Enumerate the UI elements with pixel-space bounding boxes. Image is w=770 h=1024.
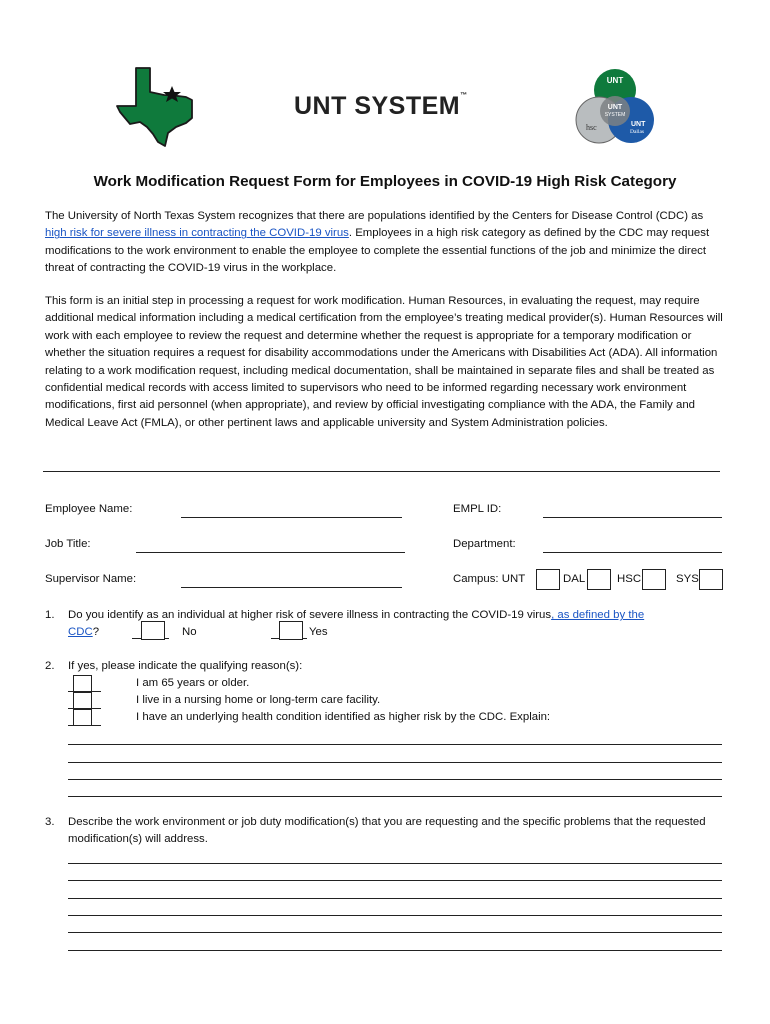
department-label: Department:	[453, 538, 516, 550]
empl-id-label: EMPL ID:	[453, 503, 502, 515]
q3-line-4[interactable]	[68, 915, 722, 916]
cdc-high-risk-link[interactable]: high risk for severe illness in contracting the COVID-19 virus	[45, 227, 349, 240]
empl-id-field[interactable]	[543, 517, 722, 518]
employee-name-label: Employee Name:	[45, 503, 133, 515]
svg-text:Dallas: Dallas	[630, 129, 645, 135]
reason-2-label: I live in a nursing home or long-term care facility.	[136, 694, 381, 706]
q3-number: 3.	[45, 816, 55, 828]
reason-1-checkbox[interactable]	[73, 675, 92, 692]
reason-3-label: I have an underlying health condition identified as higher risk by the CDC. Explain:	[136, 711, 551, 723]
svg-text:UNT: UNT	[631, 121, 646, 128]
q3-line-1[interactable]	[68, 863, 722, 864]
q1-no-label: No	[182, 626, 197, 638]
q1-number: 1.	[45, 609, 55, 621]
q1-no-checkbox[interactable]	[141, 621, 165, 640]
cdc-definition-link[interactable]: , as defined by the	[551, 609, 645, 621]
q3-text: Describe the work environment or job duty modification(s) that you are requesting and the specific problems that the requested modification(s) will address.	[68, 816, 706, 846]
campus-dal-checkbox[interactable]	[587, 569, 611, 590]
intro-paragraph-1: The University of North Texas System recognizes that there are populations identified by the Centers for Disease Control (CDC) as high risk for severe illness in contracting the COVID-19 virus. Employees in a high risk category as defined by the CDC may request modifications to the work environment to enable the employee to complete the essential functions of the job and minimize the direct threat of contracting the COVID-19 virus in the workplace.	[45, 210, 710, 275]
texas-logo-icon	[116, 66, 200, 148]
q1-text-line2: CDC?	[68, 626, 100, 638]
campus-hsc-label: HSC	[617, 573, 642, 585]
explain-line-1[interactable]	[68, 744, 722, 745]
cdc-link[interactable]: CDC	[68, 626, 93, 638]
job-title-field[interactable]	[136, 552, 405, 553]
q2-text: If yes, please indicate the qualifying reason(s):	[68, 660, 303, 672]
campus-hsc-checkbox[interactable]	[642, 569, 666, 590]
supervisor-name-label: Supervisor Name:	[45, 573, 137, 585]
explain-line-4[interactable]	[68, 796, 722, 797]
brand-wordmark: UNT SYSTEM™	[294, 92, 468, 120]
q3-line-6[interactable]	[68, 950, 722, 951]
q3-line-3[interactable]	[68, 898, 722, 899]
unt-system-seal	[570, 66, 660, 150]
campus-label: Campus: UNT	[453, 573, 526, 585]
q1-text: Do you identify as an individual at higher risk of severe illness in contracting the COVID-19 virus, as defined by the	[68, 609, 645, 621]
page-title: Work Modification Request Form for Employees in COVID-19 High Risk Category	[93, 173, 677, 190]
campus-sys-label: SYS	[676, 573, 699, 585]
supervisor-name-field[interactable]	[181, 587, 402, 588]
svg-text:UNT: UNT	[607, 104, 623, 111]
reason-1-label: I am 65 years or older.	[136, 677, 250, 689]
job-title-label: Job Title:	[45, 538, 91, 550]
campus-dal-label: DAL	[563, 573, 586, 585]
intro-paragraph-2: This form is an initial step in processing a request for work modification. Human Resources, in evaluating the request, may require additional medical information including a medical certification from the employee’s treating medical provider(s). Human Resources will work with each employee to review the request and determine whether the request is appropriate for a temporary modification or whether the situation requires a request for disability accommodations under the Americans with Disabilities Act (ADA). All information relating to a work modification request, including medical documentation, shall be maintained in separate files and shall be treated as confidential medical records with access limited to supervisors who need to be informed regarding necessary work environment modifications, first aid personnel (when appropriate), and review by official investigating compliance with the ADA, the Family and Medical Leave Act (FMLA), or other pertinent laws and applicable university and System Administration policies.	[45, 295, 723, 429]
campus-unt-checkbox[interactable]	[536, 569, 560, 590]
svg-text:hsc: hsc	[586, 123, 597, 132]
campus-sys-checkbox[interactable]	[699, 569, 723, 590]
q1-yes-checkbox[interactable]	[279, 621, 303, 640]
employee-name-field[interactable]	[181, 517, 402, 518]
svg-text:SYSTEM: SYSTEM	[604, 112, 626, 118]
reason-2-checkbox[interactable]	[73, 692, 92, 709]
explain-line-2[interactable]	[68, 762, 722, 763]
q2-number: 2.	[45, 660, 55, 672]
svg-text:UNT: UNT	[606, 76, 624, 85]
q3-line-2[interactable]	[68, 880, 722, 881]
reason-3-checkbox[interactable]	[73, 709, 92, 726]
department-field[interactable]	[543, 552, 722, 553]
q1-yes-label: Yes	[309, 626, 328, 638]
explain-line-3[interactable]	[68, 779, 722, 780]
q3-line-5[interactable]	[68, 932, 722, 933]
section-divider	[43, 471, 720, 472]
